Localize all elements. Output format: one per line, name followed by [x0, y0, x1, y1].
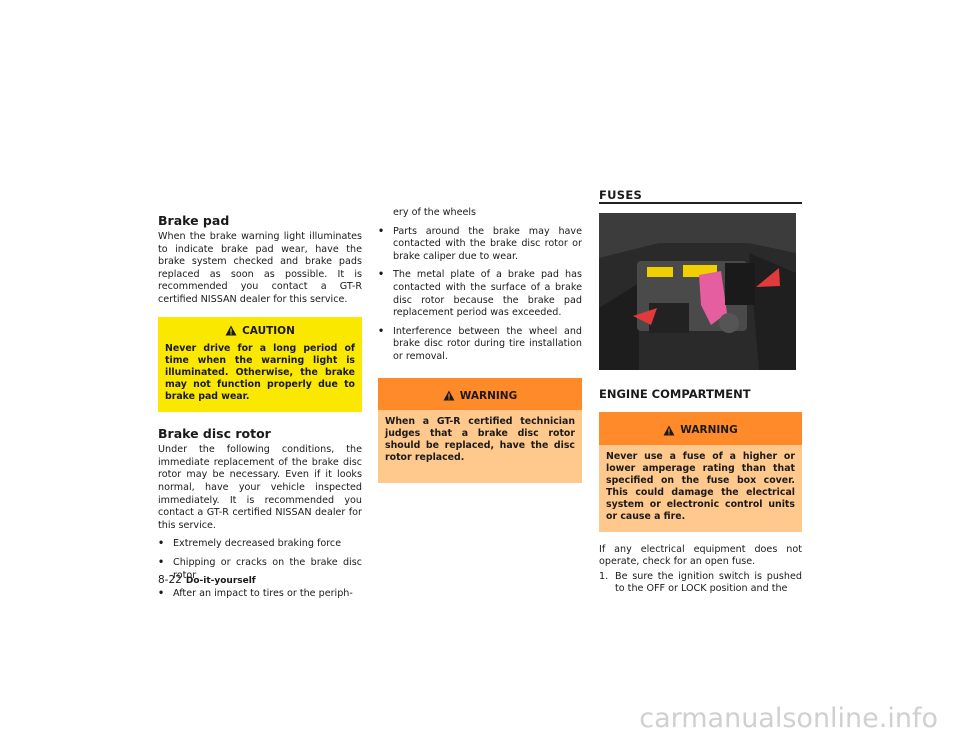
warning-text: When a GT-R certified technician judges that a brake disc rotor should be replaced, have the disc rotor replaced. [385, 416, 575, 464]
list-item [599, 571, 802, 596]
brake-warning-box [378, 378, 582, 484]
section-name: Do-it-yourself [185, 576, 256, 586]
warning-label: WARNING [680, 424, 738, 436]
warning-triangle-icon [443, 390, 455, 401]
warning-triangle-icon [663, 425, 675, 436]
continuation-text: ery of the wheels [393, 207, 477, 218]
brake-disc-rotor-paragraph: Under the following conditions, the immediate replacement of the brake disc rotor may be necessary. Even if it looks normal, have your vehicle inspected immediately. It is recommended you contact a GT-R certified NISSAN dealer for this service. [158, 444, 362, 531]
list-item: • Interference between the wheel and brake disc rotor during tire installation or removal. [378, 325, 582, 362]
list-item: • After an impact to tires or the periph- [158, 588, 353, 600]
list-item: • Parts around the brake may have contacted with the brake disc rotor or brake caliper due to wear. [378, 225, 582, 262]
bullet-dot-icon: • [158, 556, 165, 568]
section-divider [599, 202, 802, 204]
caution-box [158, 317, 362, 413]
warning-label: WARNING [459, 389, 518, 402]
left-bullet-list [158, 538, 362, 600]
engine-compartment-title: ENGINE COMPARTMENT [599, 387, 751, 401]
page-number: 8-22 [158, 574, 182, 586]
brake-pad-heading: Brake pad [158, 213, 230, 228]
left-column [158, 213, 362, 607]
brake-pad-paragraph: When the brake warning light illuminates to indicate brake pad wear, have the brake system checked and brake pads replaced as soon as possible. It is recommended you contact a GT-R certified NISSAN dealer for this service. [158, 231, 362, 305]
right-column [599, 387, 802, 602]
bullet-dot-icon: • [158, 588, 165, 600]
list-item: • Chipping or cracks on the brake disc rotor [158, 556, 362, 581]
list-item: • The metal plate of a brake pad has contacted with the surface of a brake disc rotor because the brake pad replacement period was exceeded. [378, 269, 582, 319]
list-item: • Extremely decreased braking force [158, 538, 342, 550]
middle-column [378, 207, 582, 491]
caution-text: Never drive for a long period of time when the warning light is illuminated. Otherwise, the brake may not function properly due to brake pad wear. [165, 343, 355, 403]
middle-bullet-list [378, 226, 582, 364]
step-number: 1. [599, 570, 609, 582]
bullet-dot-icon: • [158, 538, 165, 550]
caution-label: CAUTION [242, 324, 295, 337]
bullet-dot-icon: • [378, 225, 385, 237]
step-list [599, 571, 802, 596]
engine-illustration [599, 213, 796, 370]
brake-disc-rotor-heading: Brake disc rotor [158, 426, 271, 442]
engine-compartment-photo [599, 213, 796, 370]
bullet-dot-icon: • [378, 325, 385, 337]
bullet-dot-icon: • [378, 269, 385, 281]
warning-text: Never use a fuse of a higher or lower amperage rating than that specified on the fuse box cover. This could damage the electrical system or electronic control units or cause a fire. [606, 450, 795, 522]
watermark-text: carmanualsonline.info [639, 703, 938, 734]
fuse-warning-box [599, 412, 802, 532]
warning-header [599, 412, 802, 445]
warning-header [378, 378, 582, 411]
page-footer [158, 574, 256, 586]
fuses-title: FUSES [599, 188, 643, 202]
warning-triangle-icon [225, 325, 237, 336]
fuse-intro-paragraph: If any electrical equipment does not operate, check for an open fuse. [599, 543, 802, 568]
step-text: Be sure the ignition switch is pushed to the OFF or LOCK position and the [615, 570, 802, 595]
caution-header [165, 317, 355, 338]
